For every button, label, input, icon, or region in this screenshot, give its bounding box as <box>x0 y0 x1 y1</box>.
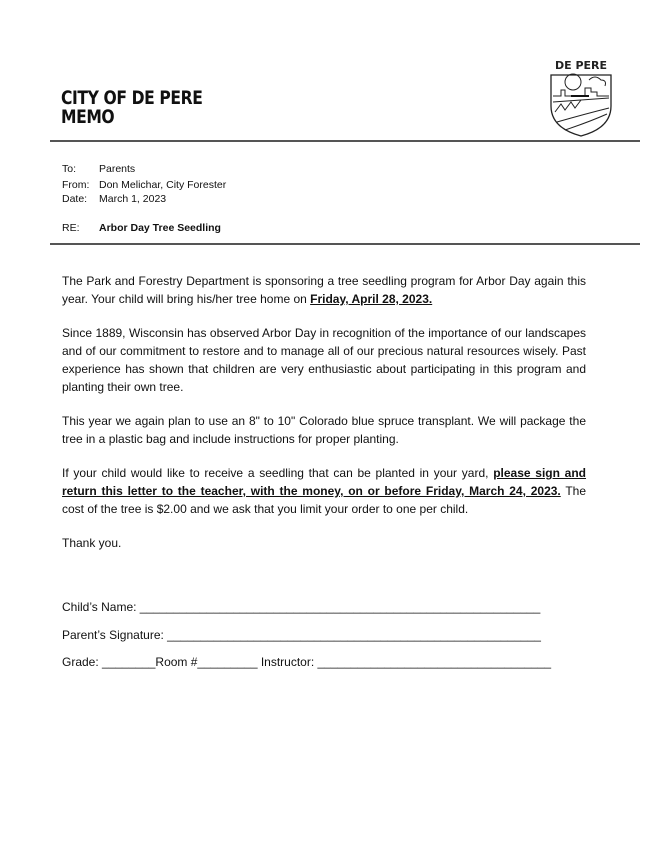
parent-signature-field[interactable]: Parent’s Signature: ________________________________________________________ <box>62 628 541 642</box>
p1-date: Friday, April 28, 2023. <box>310 292 433 306</box>
memo-date <box>62 193 166 205</box>
p1-text: The Park and Forestry Department is sponsoring a tree seedling program for Arbor Day again this year. Your child will bring his/her tree home on <box>62 274 586 306</box>
memo-to <box>62 163 135 175</box>
from-label: From: <box>62 179 90 191</box>
re-label: RE: <box>62 222 80 234</box>
de-pere-logo <box>545 58 617 138</box>
paragraph-2 <box>62 324 586 396</box>
child-name-field[interactable]: Child’s Name: ____________________________________________________________ <box>62 600 541 614</box>
p3-text: This year we again plan to use an 8" to 10" Colorado blue spruce transplant. We will package the tree in a plastic bag and include instructions for proper planting. <box>62 414 586 446</box>
paragraph-1 <box>62 272 586 308</box>
to-value: Parents <box>99 163 136 175</box>
memo-re <box>62 222 221 234</box>
paragraph-3 <box>62 412 586 448</box>
title-line1: CITY OF DE PERE <box>61 87 203 109</box>
page-title <box>61 89 202 127</box>
title-line2: MEMO <box>61 106 115 128</box>
re-value: Arbor Day Tree Seedling <box>99 222 221 234</box>
to-label: To: <box>62 163 77 175</box>
paragraph-4 <box>62 464 586 518</box>
p4-text: If your child would like to receive a seedling that can be planted in your yard, <box>62 466 494 480</box>
p4-cost: The cost of the tree is $2.00 and we ask that you limit your order to one per child. <box>62 484 586 516</box>
from-value: Don Melichar, City Forester <box>99 179 227 191</box>
closing-text: Thank you. <box>62 536 122 550</box>
date-value: March 1, 2023 <box>99 193 167 205</box>
divider <box>50 243 640 245</box>
grade-room-instructor-fields[interactable]: Grade: ________Room #_________ Instructor: ___________________________________ <box>62 655 552 669</box>
svg-text:DE PERE: DE PERE <box>554 59 608 72</box>
closing <box>62 534 586 552</box>
date-label: Date: <box>62 193 88 205</box>
p4-instruction: please sign and return this letter to the teacher, with the money, on or before Friday, March 24, 2023. <box>62 466 587 498</box>
memo-from <box>62 179 226 191</box>
p2-text: Since 1889, Wisconsin has observed Arbor Day in recognition of the importance of our landscapes and of our commitment to restore and to manage all of our precious natural resources wisely. Past experience has shown that children are very enthusiastic about participating in this program and planting their own tree. <box>62 326 586 394</box>
divider <box>50 140 640 142</box>
